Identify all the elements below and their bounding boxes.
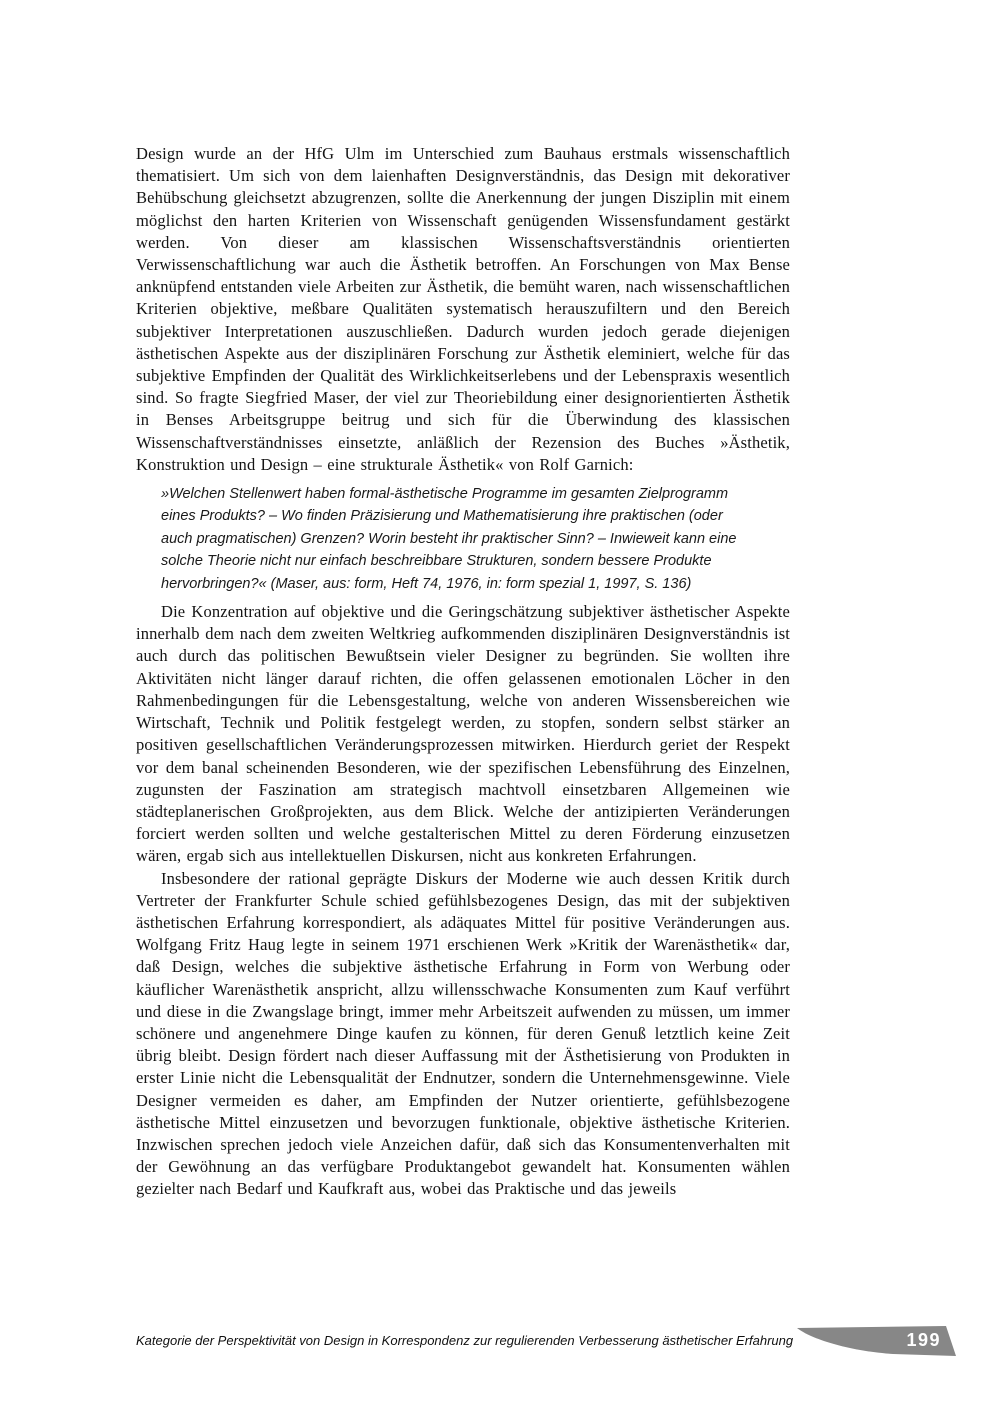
body-paragraph-1: Design wurde an der HfG Ulm im Unterschied zum Bauhaus erstmals wissenschaftlich thematisiert. Um sich von dem laienhaften Designverständnis, das Design mit dekorativer Behübschung gleichsetzt abzugrenzen, sollte die Anerkennung der jungen Disziplin mit einem möglichst den harten Kriterien von Wissenschaft genügenden Wissensfundament gestärkt werden. Von dieser am klassischen Wissenschaftsverständnis orientierten Verwissenschaftlichung war auch die Ästhetik betroffen. An Forschungen von Max Bense anknüpfend entstanden viele Arbeiten zur Ästhetik, die bemüht waren, nach wissenschaftlichen Kriterien objektive, meßbare Qualitäten systematisch herauszufiltern und den Bereich subjektiver Interpretationen auszuschließen. Dadurch wurden jedoch gerade diejenigen ästhetischen Aspekte aus der disziplinären Forschung zur Ästhetik eleminiert, welche für das subjektive Empfinden der Qualität des Wirklichkeitserlebens und der Lebenspraxis wesentlich sind. So fragte Siegfried Maser, der viel zur Theoriebildung einer designorientierten Ästhetik in Benses Arbeitsgruppe beitrug und sich für die Überwindung des klassischen Wissenschaftverständnisses einsetzte, anläßlich der Rezension des Buches »Ästhetik, Konstruktion und Design – eine strukturale Ästhetik« von Rolf Garnich: bbox=[136, 144, 790, 474]
running-footer-title: Kategorie der Perspektivität von Design in Korrespondenz zur regulierenden Verbesserung ästhetischer Erfahrung bbox=[136, 1333, 794, 1348]
main-text-column bbox=[136, 143, 790, 1201]
page-number: 199 bbox=[906, 1330, 941, 1350]
block-quote: »Welchen Stellenwert haben formal-ästhetische Programme im gesamten Zielprogramm eines Produkts? – Wo finden Präzisierung und Mathematisierung ihre praktischen (oder auch pragmatischen) Grenzen? Worin besteht ihr praktischer Sinn? – Inwieweit kann eine solche Theorie nicht nur einfach beschreibbare Strukturen, sondern bessere Produkte hervorbringen?« (Maser, aus: form, Heft 74, 1976, in: form spezial 1, 1997, S. 136) bbox=[161, 486, 737, 592]
body-paragraph-3: Insbesondere der rational geprägte Diskurs der Moderne wie auch dessen Kritik durch Vertreter der Frankfurter Schule schied gefühlsbezogenes Design, das mit der subjektiven ästhetischen Erfahrung korrespondiert, als adäquates Mittel für positive Veränderungen aus. Wolfgang Fritz Haug legte in seinem 1971 erschienen Werk »Kritik der Warenästhetik« dar, daß Design, welches die subjektive ästhetische Erfahrung in Form von Werbung oder käuflicher Warenästhetik anspricht, allzu willensschwache Konsumenten zum Kauf verführt und diese in die Zwangslage bringt, immer mehr Arbeitszeit aufwenden zu müssen, um immer schönere und angenehmere Dinge kaufen zu können, für deren Genuß letztlich keine Zeit übrig bleibt. Design fördert nach dieser Auffassung mit der Ästhetisierung von Produkten in erster Linie nicht die Lebensqualität der Endnutzer, sondern die Unternehmensgewinne. Viele Designer vermeiden es daher, am Empfinden der Nutzer orientierte, gefühlsbezogene ästhetische Mittel einzusetzen und bevorzugen funktionale, objektive ästhetische Kriterien. Inzwischen sprechen jedoch viele Anzeichen dafür, daß sich das Konsumentenverhalten mit der Gewöhnung an das verfügbare Produktangebot gewandelt hat. Konsumenten wählen gezielter nach Bedarf und Kaufkraft aus, wobei das Praktische und das jeweils bbox=[136, 868, 790, 1199]
body-paragraph-2: Die Konzentration auf objektive und die Geringschätzung subjektiver ästhetischer Aspekte innerhalb dem nach dem zweiten Weltkrieg aufkommenden disziplinären Designverständnis ist auch durch das politischen Bewußtsein vieler Designer zu begründen. Sie wollten ihre Aktivitäten nicht länger darauf richten, die offen gelassenen emotionalen Löcher in den Rahmenbedingungen für die Lebensgestaltung, welche von anderen Wissensbereichen wie Wirtschaft, Technik und Politik festgelegt werden, zu stopfen, sondern selbst stärker an positiven gesellschaftlichen Veränderungsprozessen mitwirken. Hierdurch geriet der Respekt vor dem banal scheinenden Besonderen, wie der spezifischen Lebensführung des Einzelnen, zugunsten der Faszination am strategisch machtvoll einsetzbaren Allgemeinen wie städteplanerischen Großprojekten, aus dem Blick. Welche der antizipierten Veränderungen forciert werden sollten und welche gestalterischen Mittel zu deren Förderung einzusetzen wären, ergab sich aus intellektuellen Diskursen, nicht aus konkreten Erfahrungen. bbox=[136, 602, 790, 866]
